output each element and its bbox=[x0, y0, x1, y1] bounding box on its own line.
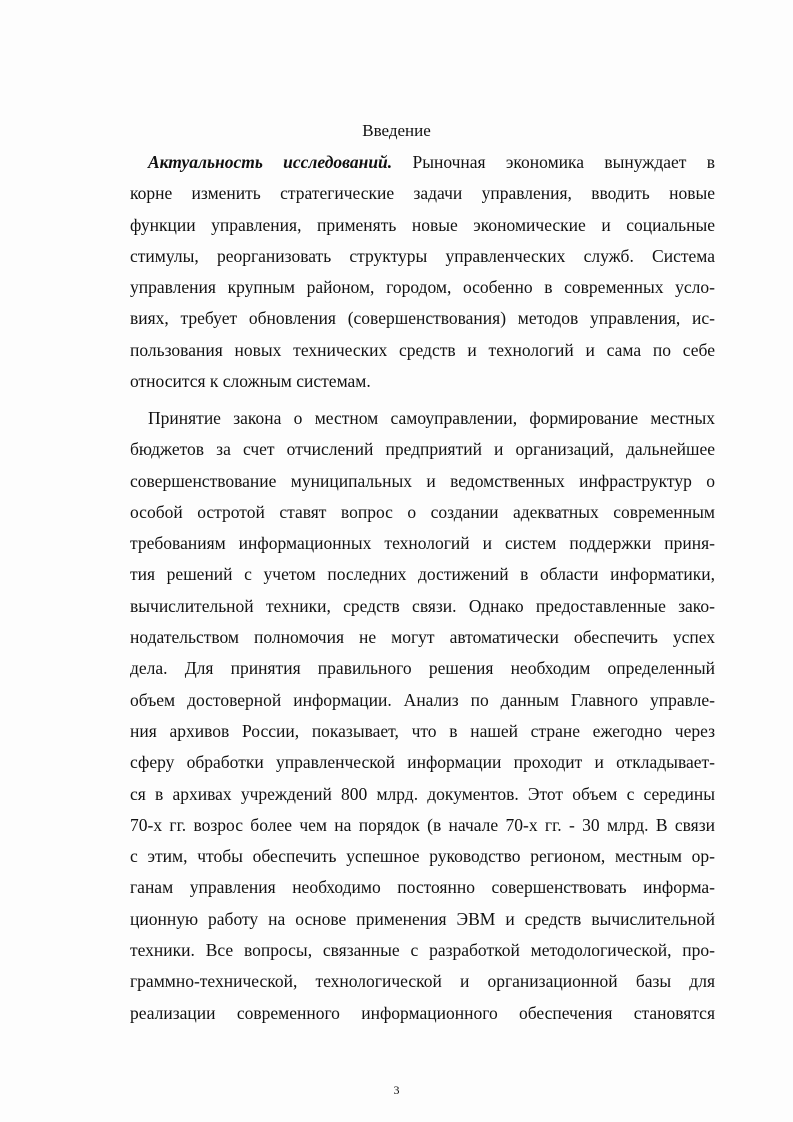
paragraph-line: бюджетов за счет отчислений предприятий и организаций, дальнейшее bbox=[130, 439, 715, 460]
paragraph-line: тия решений с учетом последних достижений в области информатики, bbox=[130, 564, 715, 585]
page-number: 3 bbox=[393, 1083, 400, 1097]
paragraph-line: вычислительной техники, средств связи. Однако предоставленные зако- bbox=[130, 595, 715, 616]
paragraph-line: нодательством полномочия не могут автоматически обеспечить успех bbox=[130, 627, 715, 648]
paragraph-line: реализации современного информационного обеспечения становятся bbox=[130, 1002, 715, 1023]
paragraph-line: стимулы, реорганизовать структуры управленческих служб. Система bbox=[130, 245, 715, 266]
paragraph-line: 70-х гг. возрос более чем на порядок (в начале 70-х гг. - 30 млрд. В связи bbox=[130, 814, 715, 835]
paragraph-local-government bbox=[130, 403, 715, 1029]
paragraph-line: требованиям информационных технологий и систем поддержки приня- bbox=[130, 533, 715, 554]
paragraph-line: ганам управления необходимо постоянно совершенствовать информа- bbox=[130, 877, 715, 898]
paragraph-line: совершенствование муниципальных и ведомственных инфраструктур о bbox=[130, 470, 715, 491]
paragraph-line: ся в архивах учреждений 800 млрд. документов. Этот объем с середины bbox=[130, 783, 715, 804]
paragraph-line: относится к сложным системам. bbox=[130, 371, 371, 392]
paragraph-line: пользования новых технических средств и технологий и сама по себе bbox=[130, 339, 715, 360]
paragraph-line: с этим, чтобы обеспечить успешное руководство регионом, местным ор- bbox=[130, 846, 715, 867]
paragraph-line-rest: Рыночная экономика вынуждает в bbox=[392, 152, 715, 172]
page-title: Введение bbox=[362, 121, 431, 140]
paragraph-line bbox=[130, 147, 715, 178]
paragraph-line: Принятие закона о местном самоуправлении, формирование местных bbox=[148, 408, 715, 428]
paragraph-line: дела. Для принятия правильного решения необходим определенный bbox=[130, 658, 715, 679]
paragraph-line: сферу обработки управленческой информации проходит и откладывает- bbox=[130, 752, 715, 773]
paragraph-line: особой остротой ставят вопрос о создании адекватных современным bbox=[130, 501, 715, 522]
paragraph-line: функции управления, применять новые экономические и социальные bbox=[130, 214, 715, 235]
paragraph-line: ния архивов России, показывает, что в нашей стране ежегодно через bbox=[130, 720, 715, 741]
paragraph-line: ционную работу на основе применения ЭВМ и средств вычислительной bbox=[130, 908, 715, 929]
paragraph-line: управления крупным районом, городом, особенно в современных усло- bbox=[130, 277, 715, 298]
paragraph-line: объем достоверной информации. Анализ по данным Главного управле- bbox=[130, 689, 715, 710]
paragraph-lead: Актуальность исследований. bbox=[148, 152, 393, 172]
paragraph-relevance bbox=[130, 147, 715, 397]
paragraph-line: техники. Все вопросы, связанные с разработкой методологической, про- bbox=[130, 940, 715, 961]
paragraph-line: граммно-технической, технологической и организационной базы для bbox=[130, 971, 715, 992]
paragraph-line: виях, требует обновления (совершенствования) методов управления, ис- bbox=[130, 308, 715, 329]
paragraph-line: корне изменить стратегические задачи управления, вводить новые bbox=[130, 183, 715, 204]
